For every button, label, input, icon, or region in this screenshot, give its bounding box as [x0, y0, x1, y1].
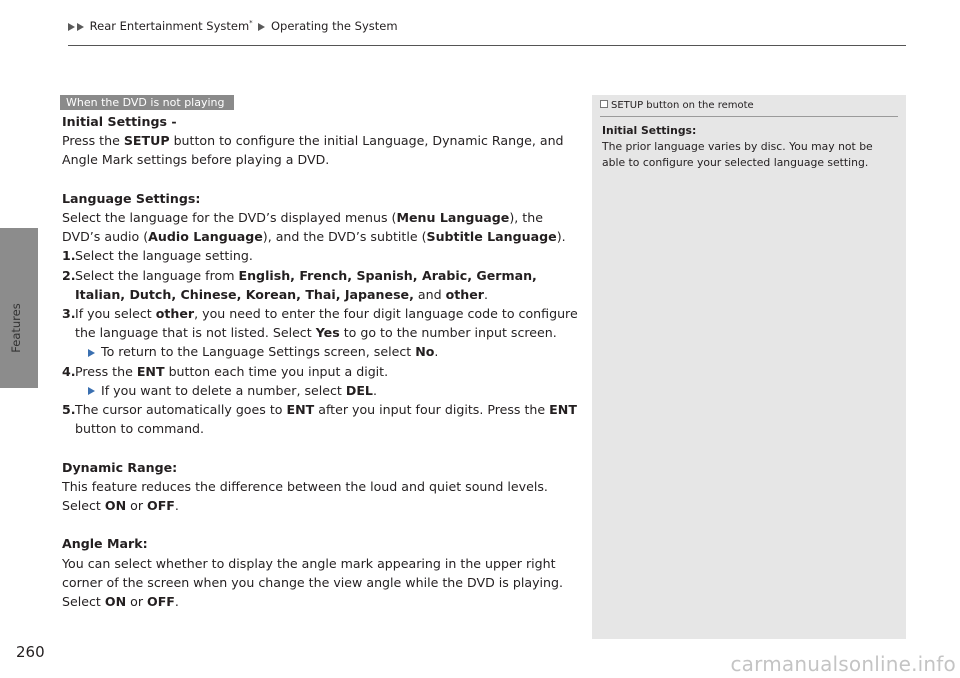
breadcrumb-arrow-icon — [77, 23, 84, 31]
dynamic-range-heading: Dynamic Range: — [62, 459, 178, 475]
note-arrow-icon — [88, 349, 95, 357]
header-divider — [68, 45, 906, 46]
angle-mark-text: You can select whether to display the angle mark appearing in the upper right corner of the screen when you change the view angle while the DVD is playing. Select ON or OFF. — [62, 555, 564, 610]
step-3-note: To return to the Language Settings screen, select No. — [75, 342, 582, 361]
breadcrumb-page[interactable]: Operating the System — [270, 19, 398, 33]
dynamic-range-text: This feature reduces the difference between the loud and quiet sound levels. Select ON or OFF. — [62, 478, 548, 514]
language-settings-heading: Language Settings: — [62, 190, 201, 206]
sidebar-body — [592, 117, 906, 171]
angle-mark-heading: Angle Mark: — [62, 536, 148, 552]
sidebar-header — [600, 99, 898, 117]
page-number: 260 — [16, 643, 45, 661]
step-5: 5. The cursor automatically goes to ENT after you input four digits. Press the ENT button to command. — [62, 402, 577, 437]
step-4-note: If you want to delete a number, select DEL. — [75, 381, 582, 400]
language-settings-intro: Select the language for the DVD’s displayed menus (Menu Language), the DVD’s audio (Audio Language), and the DVD’s subtitle (Subtitle Language). — [62, 210, 566, 245]
initial-settings-intro: Press the SETUP button to configure the initial Language, Dynamic Range, and Angle Mark settings before playing a DVD. — [62, 133, 564, 168]
option-marker: * — [249, 19, 253, 28]
note-arrow-icon — [88, 387, 95, 395]
breadcrumb-arrow-icon — [68, 23, 75, 31]
sidebar-text: The prior language varies by disc. You may not be able to configure your selected language setting. — [602, 140, 873, 169]
breadcrumb-arrow-icon — [258, 23, 265, 31]
main-content — [62, 92, 582, 611]
step-2: 2. Select the language from English, French, Spanish, Arabic, German, Italian, Dutch, Chinese, Korean, Thai, Japanese, and other. — [62, 267, 537, 302]
setup-key: SETUP — [123, 133, 170, 149]
section-tab-label: Features — [9, 303, 23, 353]
step-3: 3. If you select other, you need to enter the four digit language code to configure the language that is not listed. Select Yes to go to the number input screen. To return to the Language Settings screen, select No. — [62, 304, 582, 362]
condition-badge: When the DVD is not playing — [60, 95, 234, 110]
sidebar-heading: Initial Settings: — [602, 124, 697, 137]
initial-settings-heading: Initial Settings - — [62, 114, 177, 129]
watermark: carmanualsonline.info — [730, 652, 956, 676]
breadcrumb-section[interactable]: Rear Entertainment System — [89, 19, 250, 33]
note-sidebar — [592, 95, 906, 639]
sidebar-title: SETUP button on the remote — [611, 100, 754, 111]
note-icon — [600, 100, 608, 108]
step-1: 1. Select the language setting. — [62, 248, 253, 264]
breadcrumb — [68, 19, 398, 33]
step-4: 4. Press the ENT button each time you input a digit. If you want to delete a number, select DEL. — [62, 362, 582, 400]
